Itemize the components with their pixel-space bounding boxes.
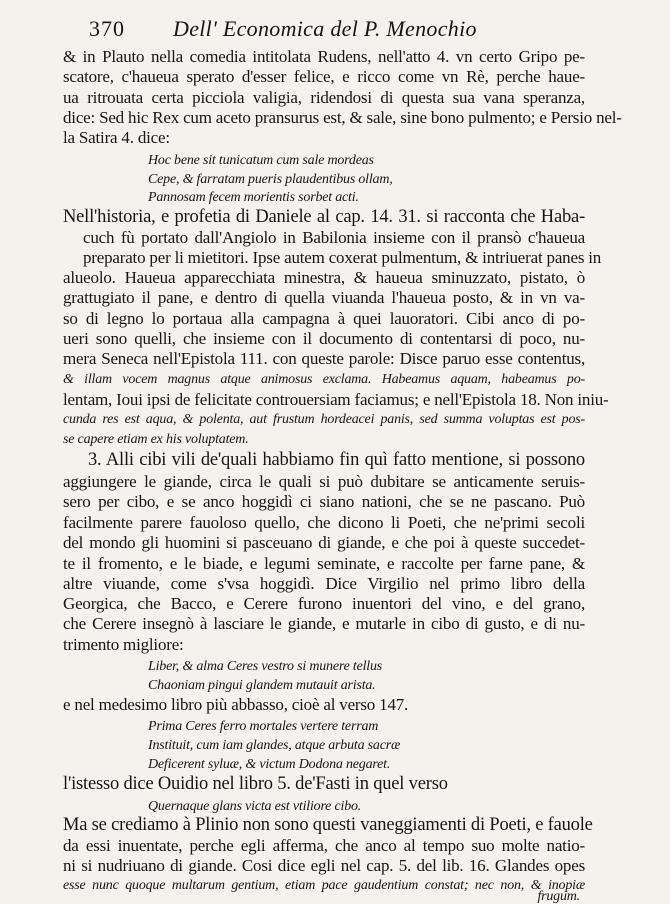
running-title: Dell' Economica del P. Menochio	[173, 16, 477, 41]
text-line: Ma se crediamo à Plinio non sono questi vaneggiamenti di Poeti, e fauole	[63, 815, 593, 835]
text-line: so di legno lo portaua alla campagna à quei lauoratori. Cibi anco di po-	[63, 309, 585, 328]
text-line: altre viuande, come s'vsa hoggidì. Dice Virgilio nel primo libro della	[63, 574, 585, 593]
text-line: frugum.	[537, 889, 580, 904]
verse-line: Chaoniam pingui glandem mutauit arista.	[148, 678, 376, 693]
verse-line: Pannosam fecem morientis sorbet acti.	[148, 190, 359, 205]
text-line: cuch fù portato dall'Angiolo in Babilonia insieme con il pransò c'haueua	[83, 228, 585, 247]
text-line: Nell'historia, e profetia di Daniele al cap. 14. 31. si racconta che Haba-	[63, 207, 585, 227]
text-line: lentam, Ioui ipsi de felicitate controuersiam faciamus; e nell'Epistola 18. Non iniu-	[63, 390, 609, 409]
text-line: & in Plauto nella comedia intitolata Rudens, nell'atto 4. vn certo Gripo pe-	[63, 47, 585, 66]
text-line: che Cerere insegnò à lasciare le giande, e mutarle in cibo di gusto, e di nu-	[63, 614, 585, 633]
text-line: sero per cibo, e se anco hoggidì ci siano nationi, che se ne pascano. Può	[63, 492, 585, 511]
text-line: del mondo gli huomini si pasceuano di giande, e che poi à queste succedet-	[63, 533, 585, 552]
verse-line: Instituit, cum iam glandes, atque arbuta sacræ	[148, 738, 401, 753]
page-number: 370	[89, 16, 125, 41]
text-line: se capere etiam ex his voluptatem.	[63, 432, 249, 447]
verse-line: Liber, & alma Ceres vestro si munere tellus	[148, 659, 383, 674]
verse-line: Prima Ceres ferro mortales vertere terram	[148, 719, 379, 734]
text-line: e nel medesimo libro più abbasso, cioè al verso 147.	[63, 695, 409, 714]
text-line: 3. Alli cibi vili de'quali habbiamo fin quì fatto mentione, si possono	[88, 450, 585, 470]
text-line: ni si nudriuano di giande. Cosi dice egli nel cap. 5. del lib. 16. Glandes opes	[63, 856, 585, 875]
text-line: grattugiato il pane, e dentro di quella viuanda l'haueua posto, & in vn va-	[63, 288, 585, 307]
text-line: te il fromento, e le biade, e legumi seminate, e raccolte per farne pane, &	[63, 554, 585, 573]
text-line: & illam vocem magnus atque animosus exclama. Habeamus aquam, habeamus po-	[63, 372, 585, 387]
verse-line: Deficerent syluæ, & victum Dodona negaret.	[148, 757, 391, 772]
text-line: Georgica, che Bacco, e Cerere furono inuentori del vino, e del grano,	[63, 594, 585, 613]
text-line: l'istesso dice Ouidio nel libro 5. de'Fasti in quel verso	[63, 774, 448, 794]
text-line: cunda res est aqua, & polenta, aut frustum hordeacei panis, sed summa voluptas est pos-	[63, 412, 585, 427]
text-line: trimento migliore:	[63, 635, 184, 654]
verse-line: Quernaque glans victa est vtiliore cibo.	[148, 799, 362, 814]
text-line: ua ritrouata certa picciola valigia, ridendosi di questa sua vana speranza,	[63, 88, 585, 107]
text-line: scatore, c'haueua sperato d'esser felice, e ricco come vn Rè, perche haue-	[63, 67, 585, 86]
text-line: da essi inuentate, perche egli afferma, che anco al tempo suo molte natio-	[63, 836, 585, 855]
text-line: mera Seneca nell'Epistola 111. con queste parole: Disce paruo esse contentus,	[63, 349, 585, 368]
verse-line: Cepe, & farratam pueris plaudentibus ollam,	[148, 172, 393, 187]
text-line: facilmente parere fauoloso quello, che dicono li Poeti, che ne'primi secoli	[63, 513, 585, 532]
text-line: alueolo. Haueua apparecchiata minestra, & haueua sminuzzato, pistato, ò	[63, 268, 585, 287]
verse-line: Hoc bene sit tunicatum cum sale mordeas	[148, 153, 374, 168]
text-line: ueri sono quelli, che insieme con il documento di contentarsi di poco, nu-	[63, 329, 585, 348]
text-line: dice: Sed hic Rex cum aceto pransurus est, & sale, sine bono pulmento; e Persio nel-	[63, 108, 622, 127]
text-line: preparato per li mietitori. Ipse autem coxerat pulmentum, & intriuerat panes in	[83, 248, 602, 267]
text-line: aggiungere le giande, circa le quali si può dubitare se anticamente seruis-	[63, 472, 585, 491]
text-line: la Satira 4. dice:	[63, 128, 170, 147]
text-line: esse nunc quoque multarum gentium, etiam pace gaudentium constat; nec non, & inopiæ	[63, 878, 585, 893]
